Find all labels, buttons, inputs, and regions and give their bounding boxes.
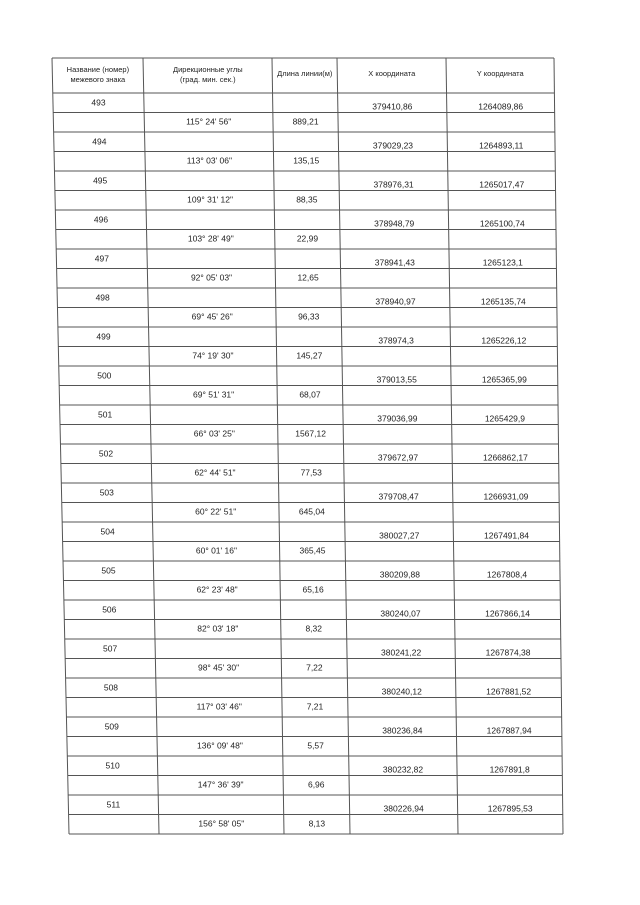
directional-angle: 82° 03' 18"	[197, 623, 239, 634]
x-coordinate: 378974,3	[378, 335, 414, 346]
x-coordinate: 378941,43	[374, 257, 415, 268]
point-name: 510	[105, 760, 120, 771]
point-name: 509	[104, 721, 119, 732]
line-length: 77,53	[300, 467, 322, 478]
directional-angle: 69° 51' 31"	[193, 389, 235, 400]
x-coordinate: 378976,31	[373, 179, 414, 190]
line-length: 8,32	[305, 623, 323, 634]
point-name: 507	[103, 643, 118, 654]
point-name: 506	[102, 604, 117, 615]
directional-angle: 74° 19' 30"	[192, 350, 234, 361]
directional-angle: 103° 28' 49"	[187, 233, 234, 244]
x-coordinate: 380240,07	[380, 608, 421, 619]
table-grid	[52, 58, 563, 834]
point-name: 497	[94, 253, 109, 264]
x-coordinate: 379029,23	[372, 140, 414, 151]
y-coordinate: 1267887,94	[486, 725, 532, 736]
y-coordinate: 1265429,9	[484, 413, 526, 424]
column-rule	[52, 58, 69, 834]
line-length: 22,99	[296, 233, 319, 244]
line-length: 12,65	[297, 272, 319, 283]
line-length: 5,57	[307, 740, 324, 751]
directional-angle: 60° 01' 16"	[195, 545, 238, 556]
y-coordinate: 1265226,12	[481, 335, 527, 346]
line-length: 6,96	[307, 779, 325, 790]
directional-angle: 98° 45' 30"	[197, 662, 240, 673]
point-name: 493	[91, 97, 106, 108]
header-col5-line: Y координата	[476, 69, 524, 78]
column-rule	[143, 58, 159, 834]
header-col4-line: X координата	[368, 69, 416, 78]
header-col3-line: Длина линии(м)	[277, 69, 333, 78]
y-coordinate: 1267808,4	[486, 569, 528, 580]
x-coordinate: 379013,55	[376, 374, 417, 385]
x-coordinate: 379672,97	[377, 452, 419, 463]
line-length: 65,16	[302, 584, 324, 595]
header-col1-line: Название (номер)	[66, 65, 130, 74]
line-length: 145,27	[296, 350, 323, 361]
point-name: 502	[98, 448, 114, 459]
line-length: 68,07	[299, 389, 321, 400]
column-rule	[554, 58, 563, 834]
column-rule	[337, 58, 350, 834]
point-name: 495	[93, 175, 108, 186]
directional-angle: 60° 22' 51"	[195, 506, 237, 517]
y-coordinate: 1267881,52	[486, 686, 532, 697]
x-coordinate: 380240,12	[381, 686, 422, 697]
point-name: 500	[97, 370, 112, 381]
y-coordinate: 1266931,09	[483, 491, 529, 502]
column-rule	[446, 58, 458, 834]
directional-angle: 113° 03' 06"	[186, 155, 233, 166]
line-length: 96,33	[298, 311, 320, 322]
line-length: 8,13	[308, 818, 326, 829]
y-coordinate: 1267891,8	[489, 764, 530, 775]
x-coordinate: 380209,88	[379, 569, 420, 580]
y-coordinate: 1267491,84	[484, 530, 529, 541]
directional-angle: 92° 05' 03"	[190, 272, 233, 283]
x-coordinate: 378948,79	[374, 218, 415, 229]
directional-angle: 62° 44' 51"	[194, 467, 236, 478]
x-coordinate: 380027,27	[379, 530, 420, 541]
directional-angle: 109° 31' 12"	[187, 194, 234, 205]
directional-angle: 156° 58' 05"	[198, 818, 245, 829]
point-name: 498	[95, 292, 110, 303]
x-coordinate: 380232,82	[382, 764, 424, 775]
x-coordinate: 379708,47	[378, 491, 419, 502]
header-col2-line: Дирекционные углы	[173, 65, 243, 74]
x-coordinate: 379410,86	[372, 101, 413, 112]
point-name: 505	[101, 565, 116, 576]
directional-angle: 62° 23' 48"	[196, 584, 238, 595]
y-coordinate: 1265135,74	[480, 296, 526, 307]
line-length: 1567,12	[295, 428, 326, 439]
y-coordinate: 1266862,17	[482, 452, 528, 463]
y-coordinate: 1267895,53	[487, 803, 533, 814]
point-name: 511	[106, 799, 121, 810]
y-coordinate: 1265100,74	[479, 218, 525, 229]
y-coordinate: 1264089,86	[478, 101, 524, 112]
y-coordinate: 1267874,38	[485, 647, 531, 658]
line-length: 365,45	[299, 545, 326, 556]
directional-angle: 115° 24' 56"	[186, 116, 232, 127]
line-length: 7,22	[306, 662, 323, 673]
point-name: 503	[99, 487, 114, 498]
line-length: 88,35	[296, 194, 318, 205]
y-coordinate: 1267866,14	[485, 608, 531, 619]
point-name: 496	[93, 214, 109, 225]
x-coordinate: 380236,84	[382, 725, 423, 736]
y-coordinate: 1265365,99	[481, 374, 527, 385]
directional-angle: 69° 45' 26"	[191, 311, 233, 322]
y-coordinate: 1265123,1	[482, 257, 523, 268]
directional-angle: 147° 36' 39"	[197, 779, 244, 790]
x-coordinate: 380241,22	[381, 647, 422, 658]
x-coordinate: 380226,94	[383, 803, 424, 814]
column-rule	[272, 58, 284, 834]
line-length: 645,04	[298, 506, 325, 517]
line-length: 889,21	[292, 116, 319, 127]
header-col1-line: межевого знака	[70, 75, 126, 84]
point-name: 508	[103, 682, 119, 693]
y-coordinate: 1265017,47	[479, 179, 525, 190]
x-coordinate: 378940,97	[375, 296, 416, 307]
table-header	[67, 65, 525, 84]
line-length: 7,21	[306, 701, 324, 712]
header-col2-line: (град. мин. сек.)	[180, 75, 236, 84]
directional-angle: 117° 03' 46"	[196, 701, 242, 712]
point-name: 494	[92, 136, 107, 147]
point-name: 499	[96, 331, 111, 342]
line-length: 135,15	[293, 155, 320, 166]
x-coordinate: 379036,99	[377, 413, 418, 424]
point-name: 504	[100, 526, 115, 537]
point-name: 501	[98, 409, 113, 420]
directional-angle: 66° 03' 25"	[193, 428, 235, 439]
y-coordinate: 1264893,11	[479, 140, 524, 151]
directional-angle: 136° 09' 48"	[197, 740, 243, 751]
